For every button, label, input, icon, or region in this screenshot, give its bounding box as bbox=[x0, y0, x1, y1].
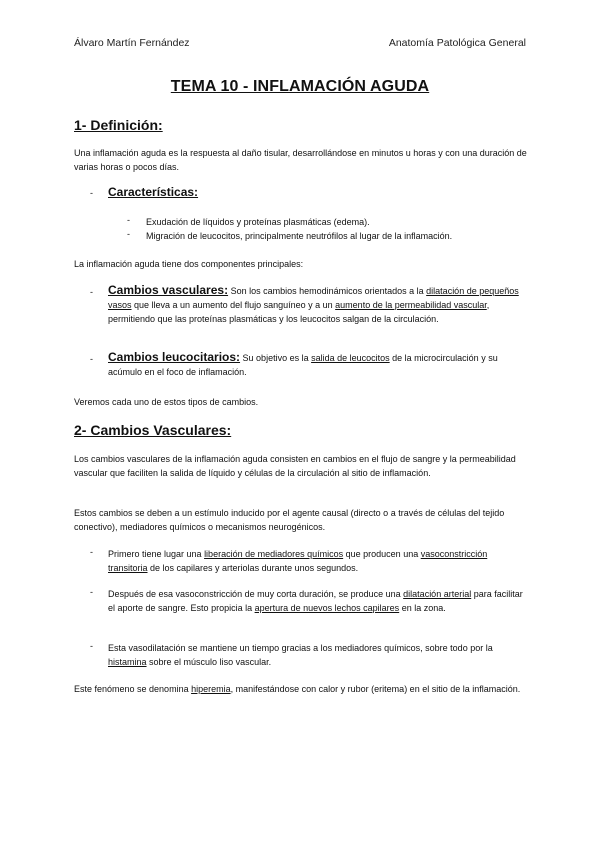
text-run: que producen una bbox=[343, 549, 421, 559]
dash-marker: - bbox=[90, 287, 93, 297]
underlined-term: vasoconstricción transitoria bbox=[108, 549, 488, 573]
text-run: Su objetivo es la bbox=[240, 353, 312, 363]
vascular-changes-heading: Cambios vasculares: bbox=[108, 283, 229, 297]
section-1-heading: 1- Definición: bbox=[74, 117, 163, 133]
text-run: en la zona. bbox=[399, 603, 446, 613]
text-run: de la microcirculación y su acúmulo en el foco de inflamación. bbox=[108, 353, 498, 377]
text-run: , manifestándose con calor y rubor (eritema) en el sitio de la inflamación. bbox=[230, 684, 521, 694]
text-run: Son los cambios hemodinámicos orientados a la bbox=[228, 286, 427, 296]
characteristic-item: Migración de leucocitos, principalmente neutrófilos al lugar de la inflamación. bbox=[146, 231, 453, 241]
text-run: Primero tiene lugar una bbox=[108, 549, 205, 559]
vascular-step-2 bbox=[108, 587, 528, 615]
text-run: sobre el músculo liso vascular. bbox=[146, 657, 272, 667]
section-2-heading: 2- Cambios Vasculares: bbox=[74, 422, 232, 438]
components-paragraph: La inflamación aguda tiene dos componentes principales: bbox=[74, 259, 304, 269]
characteristics-heading: Características: bbox=[108, 185, 199, 199]
vascular-causes-paragraph: Estos cambios se deben a un estímulo inducido por el agente causal (directo o a través de células del tejido conectivo), mediadores químicos o mecanismos neurogénicos. bbox=[74, 508, 505, 532]
dash-marker: - bbox=[90, 587, 93, 597]
text-run: Después de esa vasoconstricción de muy corta duración, se produce una bbox=[108, 589, 404, 599]
text-run: de los capilares y arteriolas durante unos segundos. bbox=[147, 563, 359, 573]
definition-paragraph: Una inflamación aguda es la respuesta al daño tisular, desarrollándose en minutos u horas y con una duración de varias horas o pocos días. bbox=[74, 148, 527, 172]
characteristic-item: Exudación de líquidos y proteínas plasmáticas (edema). bbox=[146, 217, 370, 227]
vascular-intro-paragraph: Los cambios vasculares de la inflamación aguda consisten en cambios en el flujo de sangre y la permeabilidad vascular que faciliten la salida de líquido y células de la circulación al sitio de inflamación. bbox=[74, 454, 516, 478]
text-run: para facilitar el aporte de sangre. Esto propicia la bbox=[108, 589, 523, 613]
document-title: TEMA 10 - INFLAMACIÓN AGUDA bbox=[170, 78, 430, 95]
underlined-term: histamina bbox=[108, 657, 147, 667]
text-run: que lleva a un aumento del flujo sanguíneo y a un bbox=[131, 300, 336, 310]
dash-marker: - bbox=[90, 547, 93, 557]
underlined-term: hiperemia bbox=[191, 684, 231, 694]
hyperemia-paragraph bbox=[74, 682, 528, 696]
dash-marker: - bbox=[127, 215, 130, 225]
underlined-term: liberación de mediadores químicos bbox=[204, 549, 344, 559]
veremos-paragraph: Veremos cada uno de estos tipos de cambios. bbox=[74, 397, 259, 407]
underlined-term: dilatación de pequeños vasos bbox=[108, 286, 519, 310]
underlined-term: dilatación arterial bbox=[403, 589, 472, 599]
underlined-term: apertura de nuevos lechos capilares bbox=[254, 603, 400, 613]
vascular-step-3 bbox=[108, 641, 528, 669]
vascular-step-1 bbox=[108, 547, 528, 575]
dash-marker: - bbox=[127, 229, 130, 239]
dash-marker: - bbox=[90, 188, 93, 198]
underlined-term: salida de leucocitos bbox=[311, 353, 390, 363]
leukocyte-changes-heading: Cambios leucocitarios: bbox=[108, 350, 241, 364]
dash-marker: - bbox=[90, 641, 93, 651]
leukocyte-changes-item bbox=[108, 350, 528, 379]
text-run: Esta vasodilatación se mantiene un tiempo gracias a los mediadores químicos, sobre todo por la bbox=[108, 643, 493, 653]
underlined-term: aumento de la permeabilidad vascular bbox=[335, 300, 487, 310]
text-run: , permitiendo que las proteínas plasmáticas y los leucocitos salgan de la circulación. bbox=[108, 300, 490, 324]
vascular-changes-item bbox=[108, 283, 528, 326]
header-author: Álvaro Martín Fernández bbox=[74, 37, 190, 49]
dash-marker: - bbox=[90, 354, 93, 364]
text-run: Este fenómeno se denomina bbox=[74, 684, 192, 694]
header-subject: Anatomía Patológica General bbox=[388, 37, 526, 49]
